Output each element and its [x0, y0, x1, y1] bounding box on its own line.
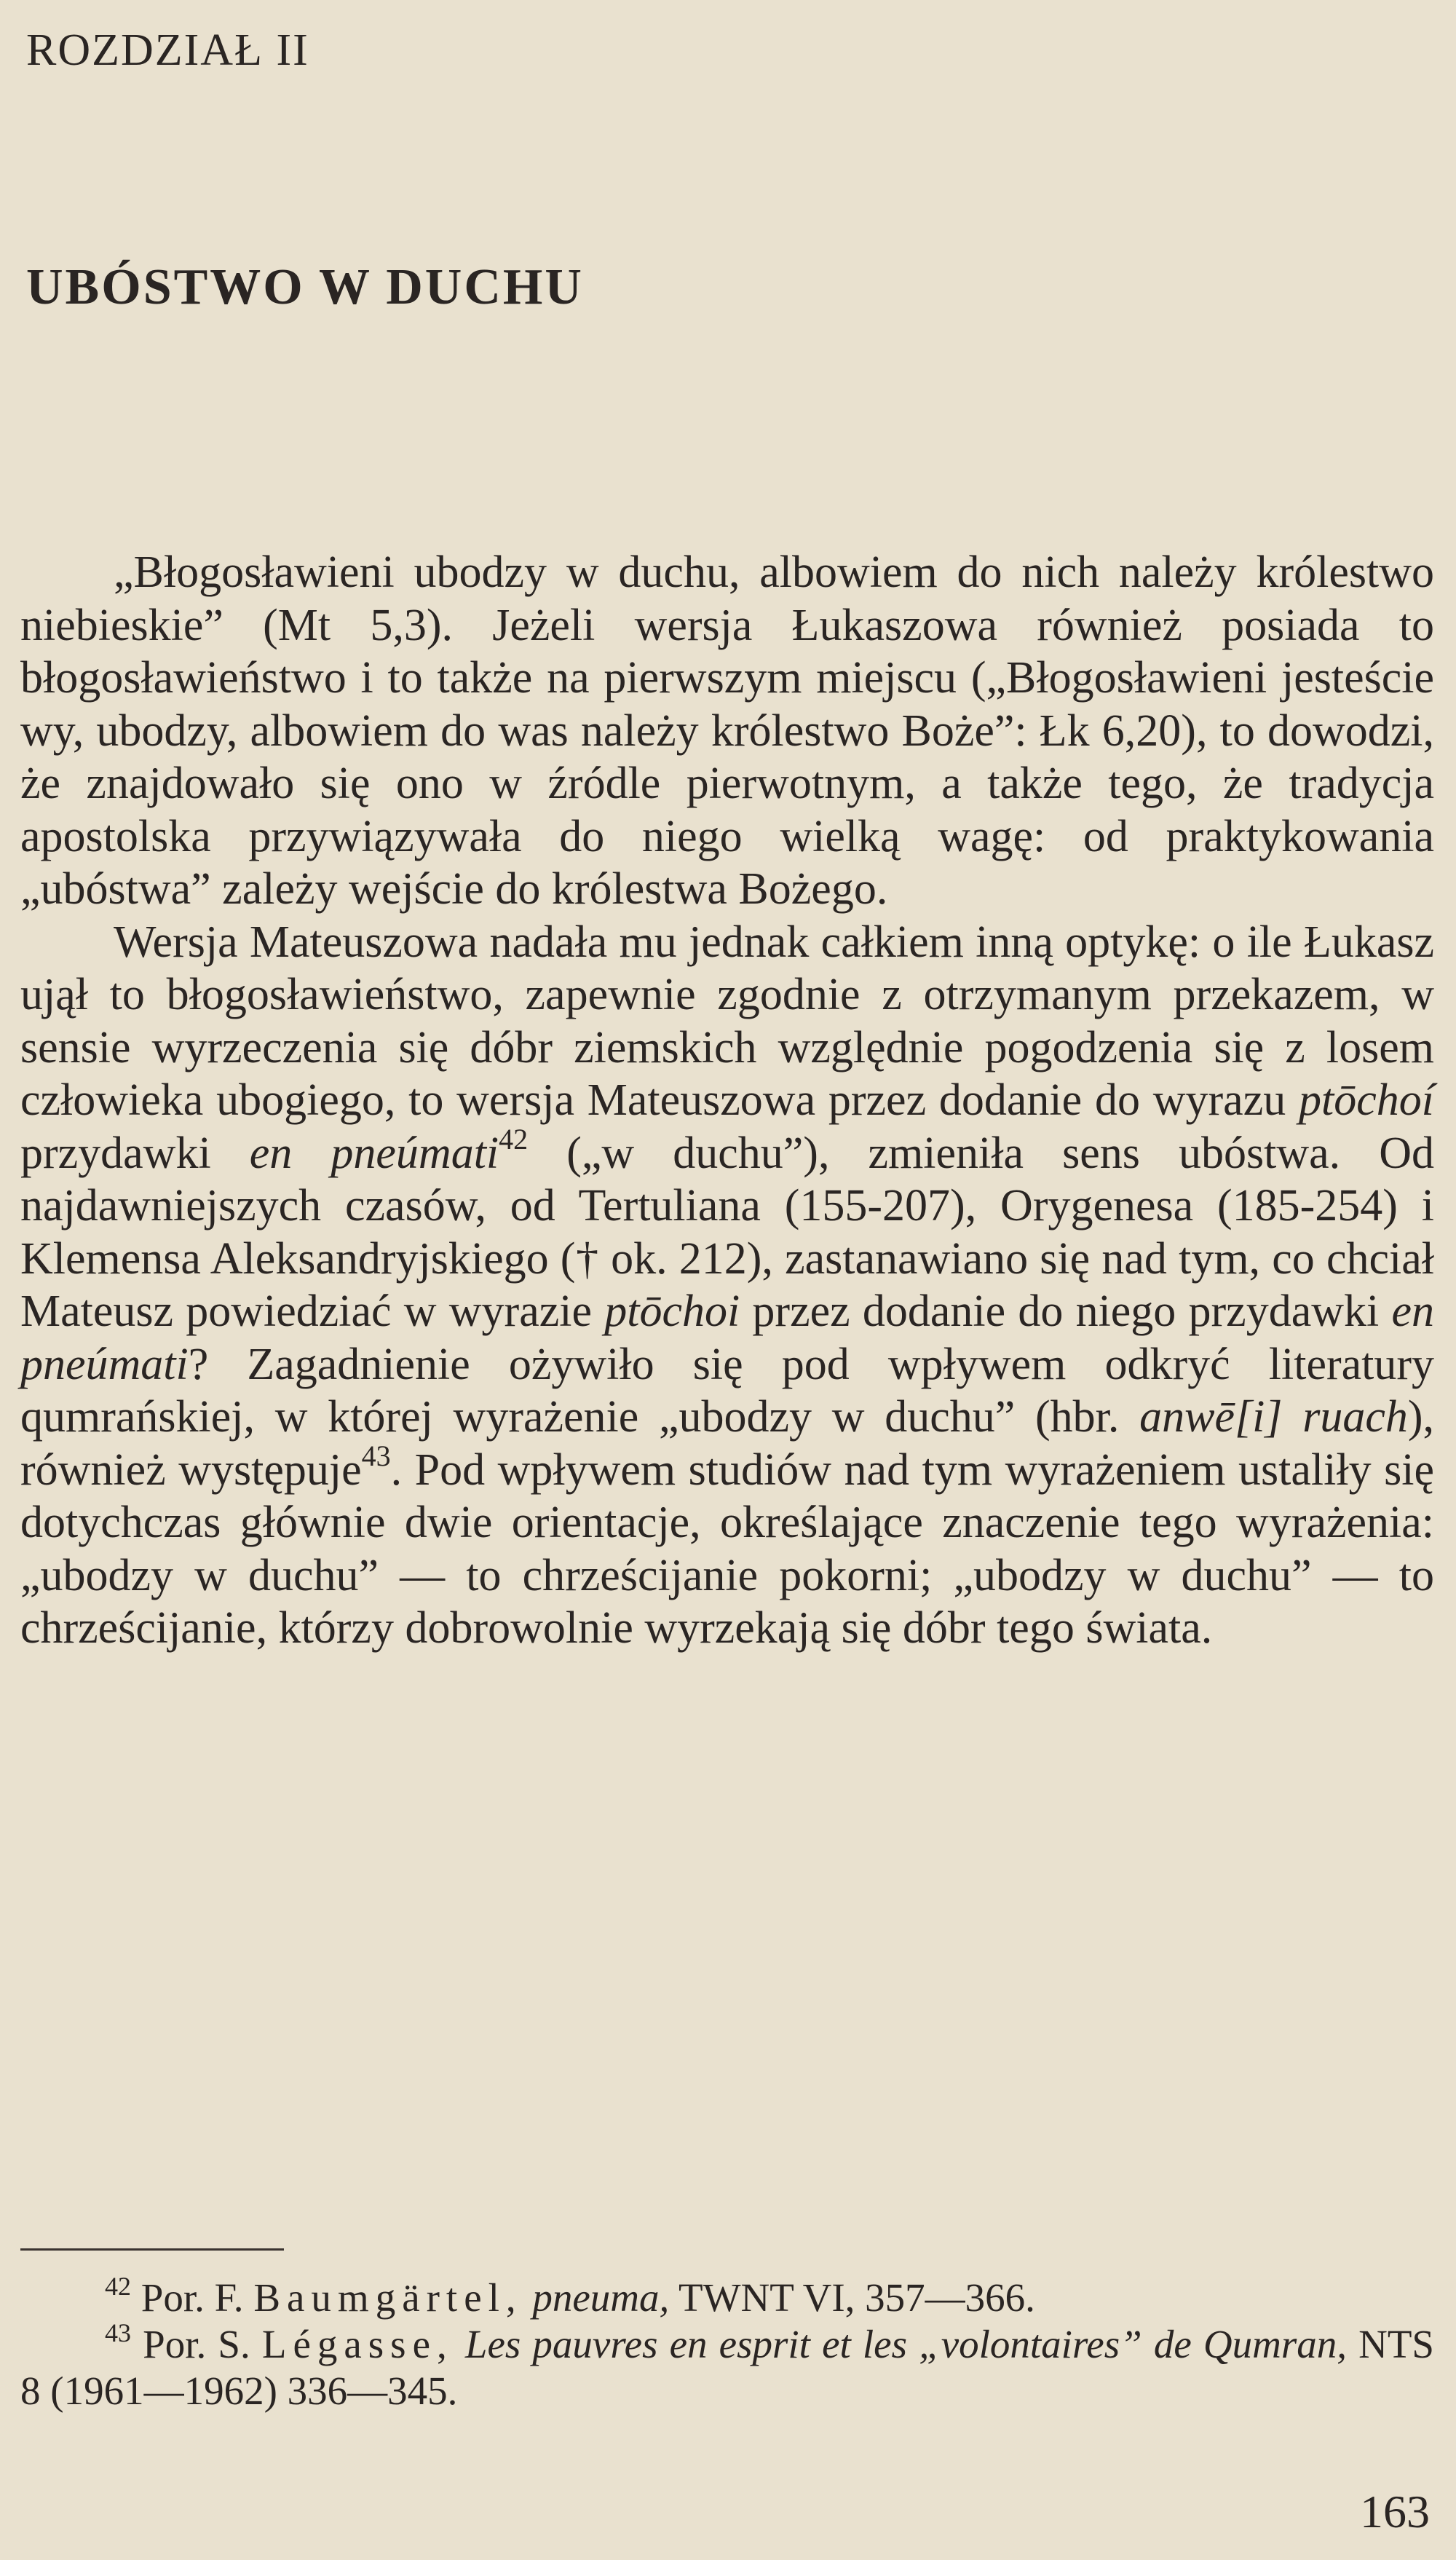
italic-term: en pneúmati — [249, 1128, 499, 1178]
footnote-43 — [20, 2318, 1435, 2414]
main-text — [20, 546, 1434, 1655]
italic-term: anwē[i] ruach — [1139, 1392, 1408, 1442]
chapter-title: UBÓSTWO W DUCHU — [26, 259, 584, 315]
footnotes — [20, 2272, 1435, 2414]
text-run — [523, 2275, 533, 2320]
text-run: przydawki — [20, 1128, 250, 1178]
paragraph-2 — [20, 916, 1434, 1655]
running-head: ROZDZIAŁ II — [26, 25, 309, 75]
footnote-divider — [20, 2248, 284, 2251]
page-number: 163 — [1360, 2486, 1430, 2537]
footnote-ref-43: 43 — [361, 1439, 391, 1472]
text-run — [454, 2322, 465, 2366]
footnote-author: Légasse, — [261, 2322, 454, 2366]
text-run: Por. S. — [131, 2322, 262, 2366]
footnote-title: pneuma, — [532, 2275, 670, 2320]
italic-term: en pneúmati — [20, 1287, 1434, 1389]
footnote-ref-42: 42 — [499, 1122, 529, 1155]
text-run: Wersja Mateuszowa nadała mu jednak całkiem inną optykę: o ile Łukasz ujął to błogosławieństwo, zapewnie zgodnie z otrzymanym przekazem, w sensie wyrzeczenia się dóbr ziemskich względnie pogodzenia się z losem człowieka ubogiego, to wersja Mateuszowa przez dodanie do wyrazu — [20, 917, 1434, 1125]
footnote-number: 42 — [105, 2272, 131, 2301]
paragraph-1: „Błogosławieni ubodzy w duchu, albowiem do nich należy królestwo niebieskie” (Mt 5,3). Jeżeli wersja Łukaszowa również posiada to błogosławieństwo i to także na pierwszym miejscu („Błogosławieni jesteście wy, ubodzy, albowiem do was należy królestwo Boże”: Łk 6,20), to dowodzi, że znajdowało się ono w źródle pierwotnym, a także tego, że tradycja apostolska przywiązywała do niego wielką wagę: od praktykowania „ubóstwa” zależy wejście do królestwa Bożego. — [20, 548, 1434, 914]
text-run: („w duchu”), zmieniła sens ubóstwa. Od najdawniejszych czasów, od Tertuliana (155-207), Orygenesa (185-254) i Klemensa Aleksandryjskiego († ok. 212), zastanawiano się nad tym, co chciał Mateusz powiedziać w wyrazie — [20, 1128, 1434, 1336]
text-run: przez dodanie do niego przydawki — [740, 1287, 1392, 1336]
footnote-number: 43 — [105, 2318, 131, 2347]
text-run: NTS 8 (1961—1962) 336—345. — [20, 2322, 1435, 2413]
text-run: ), również występuje — [20, 1392, 1435, 1495]
italic-term: ptōchoi — [604, 1287, 740, 1336]
text-run: ? Zagadnienie ożywiło się pod wpływem odkryć literatury qumrańskiej, w której wyrażenie „ubodzy w duchu” (hbr. — [20, 1339, 1434, 1442]
text-run: . Pod wpływem studiów nad tym wyrażeniem ustaliły się dotychczas głównie dwie orientacje, określające znaczenie tego wyrażenia: „ubodzy w duchu” — to chrześcijanie pokorni; „ubodzy w duchu” — to chrześcijanie, którzy dobrowolnie wyrzekają się dóbr tego świata. — [20, 1445, 1434, 1653]
text-run: Por. F. — [131, 2275, 254, 2320]
italic-term: ptōchoí — [1299, 1075, 1434, 1125]
text-run: TWNT VI, 357—366. — [669, 2275, 1035, 2320]
footnote-title: Les pauvres en esprit et les „volontaires” de Qumran, — [464, 2322, 1347, 2366]
footnote-42 — [20, 2272, 1434, 2321]
footnote-author: Baumgärtel, — [253, 2275, 523, 2320]
